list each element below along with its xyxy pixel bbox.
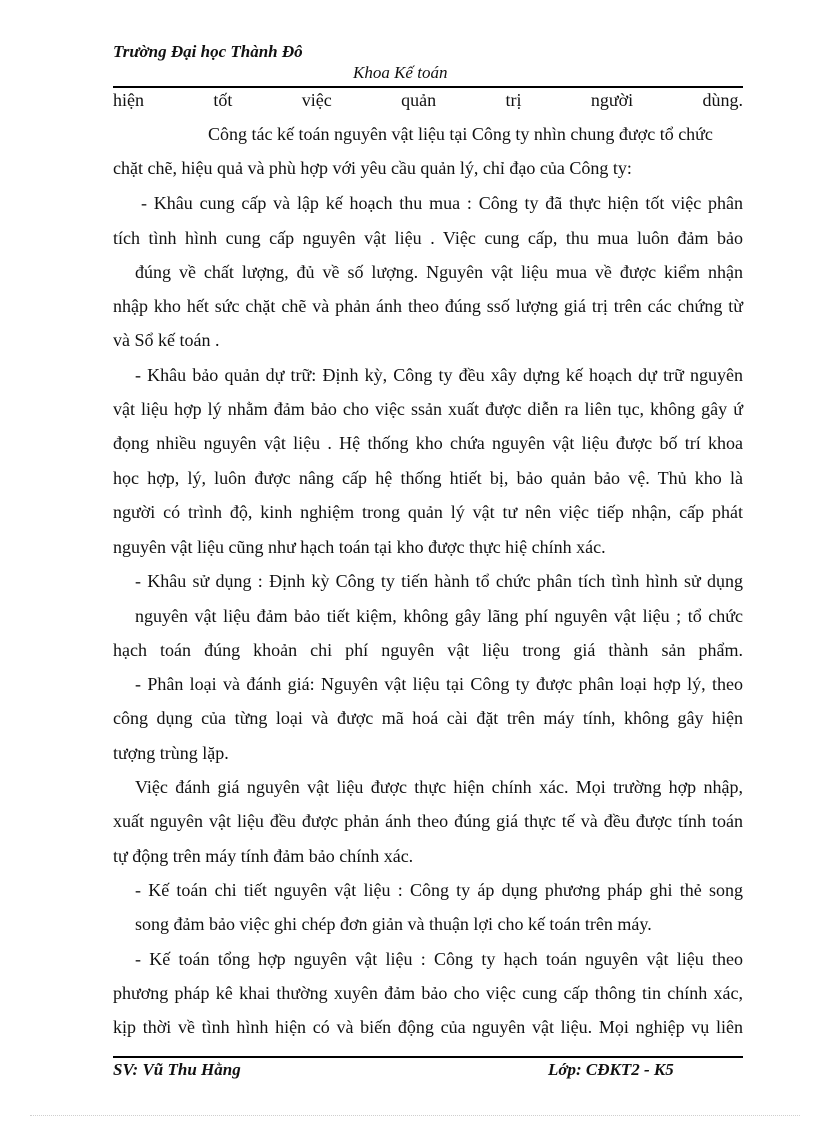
text-line: tích tình hình cung cấp nguyên vật liệu . Việc cung cấp, thu mua luôn đảm bảo [113, 228, 743, 248]
text-line: - Khâu cung cấp và lập kế hoạch thu mua : Công ty đã thực hiện tốt việc phân [141, 193, 743, 213]
text-line: song đảm bảo việc ghi chép đơn giản và thuận lợi cho kế toán trên máy. [135, 914, 652, 934]
text-line: công dụng của từng loại và được mã hoá cài đặt trên máy tính, không gây hiện [113, 708, 743, 728]
text-line: nhập kho hết sức chặt chẽ và phản ánh theo đúng ssố lượng giá trị trên các chứng từ [113, 296, 743, 316]
text-line: Việc đánh giá nguyên vật liệu được thực hiện chính xác. Mọi trường hợp nhập, [135, 777, 743, 797]
header-department: Khoa Kế toán [353, 63, 448, 82]
text-line: - Kế toán chi tiết nguyên vật liệu : Công ty áp dụng phương pháp ghi thẻ song [135, 880, 743, 900]
footer-student: SV: Vũ Thu Hằng [113, 1060, 241, 1079]
page-edge [30, 1115, 800, 1116]
header-school: Trường Đại học Thành Đô [113, 42, 303, 61]
text-line: và Sổ kế toán . [113, 330, 220, 350]
text-line: tượng trùng lặp. [113, 743, 229, 763]
text-line: - Khâu bảo quản dự trữ: Định kỳ, Công ty đều xây dựng kế hoạch dự trữ nguyên [135, 365, 743, 385]
text-line: kịp thời về tình hình hiện có và biến động của nguyên vật liệu. Mọi nghiệp vụ liên [113, 1017, 743, 1037]
footer-rule [113, 1056, 743, 1058]
text-line: học hợp, lý, luôn được nâng cấp hệ thống htiết bị, bảo quản bảo vệ. Thủ kho là [113, 468, 743, 488]
text-line: nguyên vật liệu cũng như hạch toán tại kho được thực hiệ chính xác. [113, 537, 606, 557]
text-line: đọng nhiều nguyên vật liệu . Hệ thống kho chứa nguyên vật liệu được bố trí khoa [113, 433, 743, 453]
text-line: chặt chẽ, hiệu quả và phù hợp với yêu cầu quản lý, chỉ đạo của Công ty: [113, 158, 632, 178]
text-line: nguyên vật liệu đảm bảo tiết kiệm, không gây lãng phí nguyên vật liệu ; tổ chức [135, 606, 743, 626]
footer-class: Lớp: CĐKT2 - K5 [548, 1060, 674, 1079]
text-line: - Khâu sử dụng : Định kỳ Công ty tiến hành tổ chức phân tích tình hình sử dụng [135, 571, 743, 591]
text-line: - Kế toán tổng hợp nguyên vật liệu : Công ty hạch toán nguyên vật liệu theo [135, 949, 743, 969]
text-line: người có trình độ, kinh nghiệm trong quản lý vật tư nên việc tiếp nhận, cấp phát [113, 502, 743, 522]
text-line: phương pháp kê khai thường xuyên đảm bảo cho việc cung cấp thông tin chính xác, [113, 983, 743, 1003]
text-line: - Phân loại và đánh giá: Nguyên vật liệu tại Công ty được phân loại hợp lý, theo [135, 674, 743, 694]
text-line: tự động trên máy tính đảm bảo chính xác. [113, 846, 414, 866]
text-line: xuất nguyên vật liệu đều được phản ánh theo đúng giá thực tế và đều được tính toán [113, 811, 743, 831]
text-line: hiện tốt việc quản trị người dùng. [113, 90, 743, 110]
text-line: Công tác kế toán nguyên vật liệu tại Công ty nhìn chung được tổ chức [208, 124, 713, 144]
text-line: đúng về chất lượng, đủ về số lượng. Nguyên vật liệu mua về được kiểm nhận [135, 262, 743, 282]
text-line: hạch toán đúng khoản chi phí nguyên vật liệu trong giá thành sản phẩm. [113, 640, 743, 660]
text-line: vật liệu hợp lý nhằm đảm bảo cho việc ssản xuất được diễn ra liên tục, không gây ứ [113, 399, 743, 419]
